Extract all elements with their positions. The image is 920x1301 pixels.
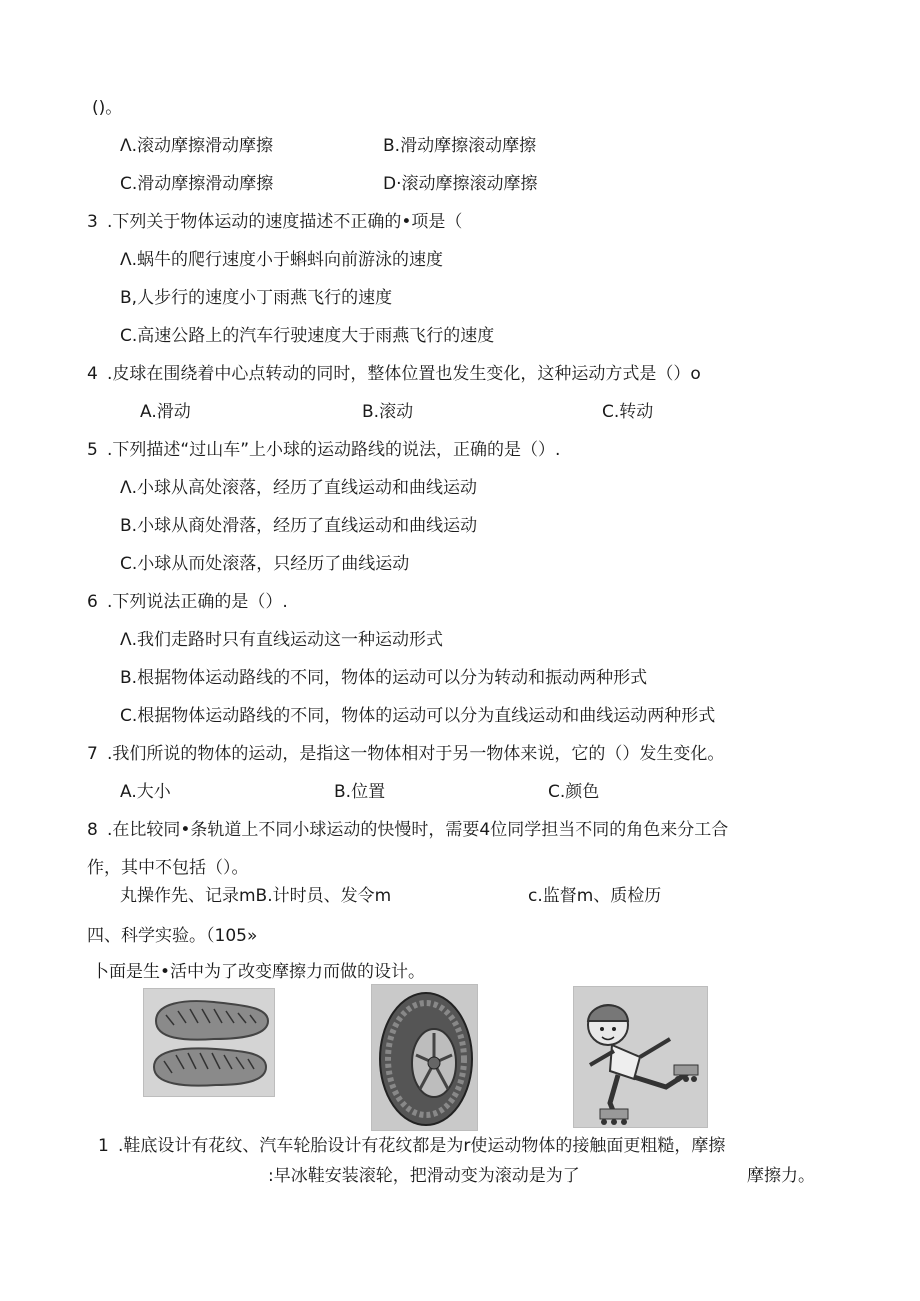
q3-option-b: B,人步行的速度小丁雨燕飞行的速度: [120, 288, 393, 308]
roller-skater-image: [573, 986, 708, 1128]
q6-stem: .下列说法正确的是（）.: [107, 592, 288, 612]
section-four-intro: 卜面是生•活中为了改变摩擦力而做的设计。: [92, 962, 426, 982]
q4-option-a: A.滑动: [140, 402, 191, 422]
q8-stem-continued: 作，其中不包括（）。: [87, 858, 249, 878]
q5-stem: .下列描述“过山车”上小球的运动路线的说法，正确的是（）.: [107, 440, 561, 460]
q6-option-a: Λ.我们走路时只有直线运动这一种运动形式: [120, 630, 444, 650]
q5-option-b: B.小球从商处滑落，经历了直线运动和曲线运动: [120, 516, 478, 536]
q4-option-c: C.转动: [602, 402, 654, 422]
q6-option-c: C.根据物体运动路线的不同，物体的运动可以分为直线运动和曲线运动两种形式: [120, 706, 716, 726]
q7-option-b: B.位置: [334, 782, 386, 802]
q6-number: 6: [87, 592, 98, 612]
q2-option-c: C.滑动摩擦滑动摩擦: [120, 174, 274, 194]
q2-tail: ()。: [92, 98, 123, 118]
q8-stem: .在比较同•条轨道上不同小球运动的快慢时，需要4位同学担当不同的角色来分工合: [107, 820, 729, 840]
q2-option-b: B.滑动摩擦滚动摩擦: [383, 136, 537, 156]
shoe-sole-image: [143, 988, 275, 1097]
q3-stem: .下列关于物体运动的速度描述不正确的•项是（: [107, 212, 463, 232]
q4-number: 4: [87, 364, 98, 384]
q8-number: 8: [87, 820, 98, 840]
q2-option-d: D·滚动摩擦滚动摩擦: [383, 174, 538, 194]
q5-option-c: C.小球从而处滚落，只经历了曲线运动: [120, 554, 410, 574]
car-tire-image: [371, 984, 478, 1131]
q5-number: 5: [87, 440, 98, 460]
q4-stem: .皮球在围绕着中心点转动的同时，整体位置也发生变化，这种运动方式是（）o: [107, 364, 701, 384]
q5-option-a: Λ.小球从高处滚落，经历了直线运动和曲线运动: [120, 478, 478, 498]
q7-stem: .我们所说的物体的运动，是指这一物体相对于另一物体来说，它的（）发生变化。: [107, 744, 725, 764]
shoe-sole-top: [156, 1001, 268, 1040]
q8-option-c: c.监督m、质检历: [528, 886, 662, 906]
shoe-sole-bottom: [154, 1048, 266, 1085]
q7-option-a: A.大小: [120, 782, 171, 802]
section4-q1-number: 1: [98, 1136, 109, 1156]
q4-option-b: B.滚动: [362, 402, 414, 422]
section-four-heading: 四、科学实验。（105»: [87, 926, 258, 946]
q7-option-c: C.颜色: [548, 782, 600, 802]
section4-q1-line1: .鞋底设计有花纹、汽车轮胎设计有花纹都是为r使运动物体的接触面更粗糙，摩擦: [118, 1136, 726, 1156]
section4-q1-line2-start: :早冰鞋安装滚轮，把滑动变为滚动是为了: [268, 1166, 580, 1186]
q3-option-a: Λ.蜗牛的爬行速度小于蝌蚪向前游泳的速度: [120, 250, 444, 270]
q3-number: 3: [87, 212, 98, 232]
q6-option-b: B.根据物体运动路线的不同，物体的运动可以分为转动和振动两种形式: [120, 668, 648, 688]
q7-number: 7: [87, 744, 98, 764]
q3-option-c: C.高速公路上的汽车行驶速度大于雨燕飞行的速度: [120, 326, 495, 346]
q8-option-ab: 丸操作先、记录mB.计时员、发令m: [120, 886, 392, 906]
section4-q1-line2-end: 摩擦力。: [747, 1166, 815, 1186]
q2-option-a: Λ.滚动摩擦滑动摩擦: [120, 136, 274, 156]
